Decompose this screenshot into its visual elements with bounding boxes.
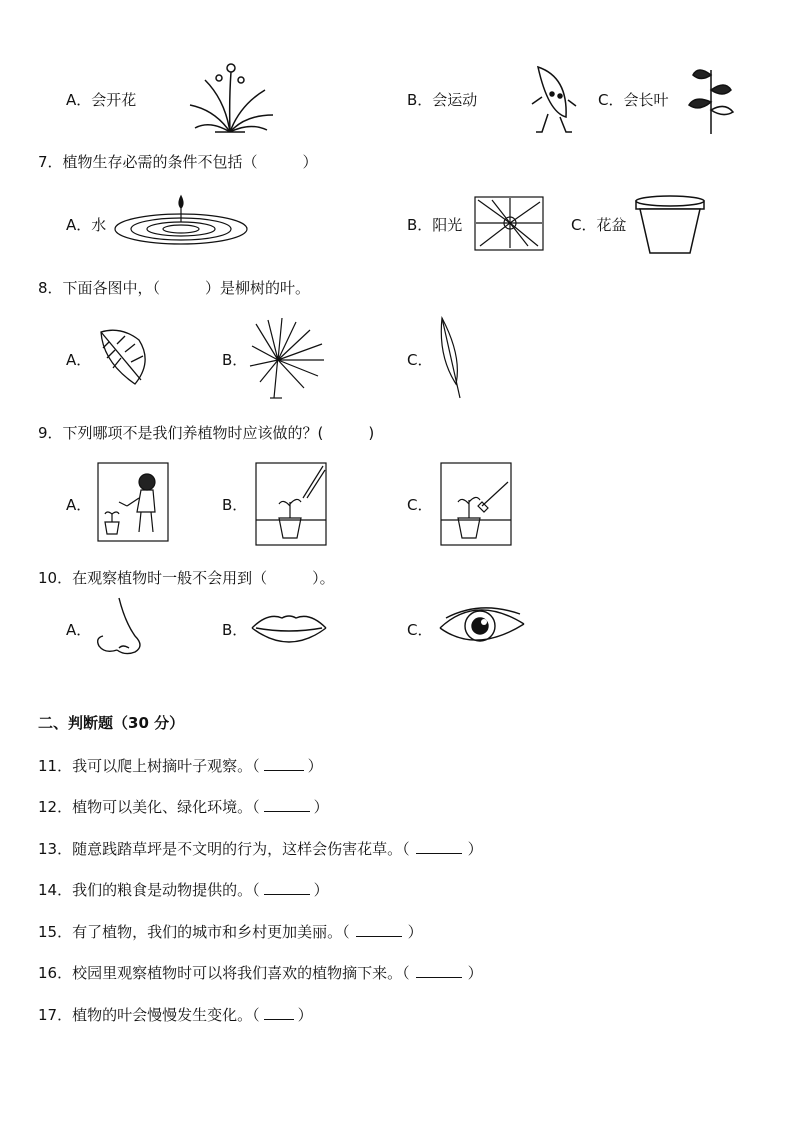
q7-option-c: C．花盆 bbox=[571, 216, 627, 234]
water-drop-ripples-picture bbox=[113, 192, 268, 247]
eye-picture bbox=[436, 598, 528, 650]
judgment-item-12: 12．植物可以美化、绿化环境。（ ） bbox=[38, 798, 329, 816]
hand-pulling-plant-picture bbox=[440, 462, 512, 546]
lips-picture bbox=[250, 606, 328, 656]
judgment-item-16: 16．校园里观察植物时可以将我们喜欢的植物摘下来。（ ） bbox=[38, 964, 483, 982]
q8-option-b: B． bbox=[222, 351, 248, 369]
q7-option-a: A．水 bbox=[66, 216, 107, 234]
answer-blank[interactable] bbox=[264, 756, 304, 771]
q6-option-c: C．会长叶 bbox=[598, 91, 669, 109]
q6-option-a: A．会开花 bbox=[66, 91, 137, 109]
walking-leaf-picture bbox=[528, 62, 578, 137]
q10-option-b: B． bbox=[222, 621, 248, 639]
q7-stem: 7．植物生存必需的条件不包括（ ） bbox=[38, 153, 318, 171]
leafy-branch-picture bbox=[683, 60, 735, 135]
answer-blank[interactable] bbox=[416, 839, 462, 854]
judgment-item-13: 13．随意践踏草坪是不文明的行为，这样会伤害花草。（ ） bbox=[38, 840, 483, 858]
answer-blank[interactable] bbox=[264, 1005, 294, 1020]
plant-in-sunlight-picture bbox=[255, 462, 327, 546]
flowering-grass-picture bbox=[185, 60, 275, 135]
answer-blank[interactable] bbox=[264, 797, 310, 812]
q9-option-c: C． bbox=[407, 496, 433, 514]
q8-stem: 8．下面各图中，（ ）是柳树的叶。 bbox=[38, 279, 311, 297]
answer-blank[interactable] bbox=[264, 880, 310, 895]
willow-leaf-picture bbox=[436, 316, 468, 400]
q8-option-a: A． bbox=[66, 351, 92, 369]
sunlight-picture bbox=[474, 196, 544, 251]
q9-option-a: A． bbox=[66, 496, 92, 514]
q7-option-b: B．阳光 bbox=[407, 216, 463, 234]
q10-option-a: A． bbox=[66, 621, 92, 639]
pine-needle-picture bbox=[248, 316, 328, 400]
judgment-item-14: 14．我们的粮食是动物提供的。（ ） bbox=[38, 881, 329, 899]
judgment-item-17: 17．植物的叶会慢慢发生变化。（ ） bbox=[38, 1006, 313, 1024]
child-watering-plant-picture bbox=[97, 462, 169, 542]
serrated-leaf-picture bbox=[95, 322, 157, 390]
answer-blank[interactable] bbox=[356, 922, 402, 937]
q8-option-c: C． bbox=[407, 351, 433, 369]
q9-stem: 9．下列哪项不是我们养植物时应该做的？( ) bbox=[38, 424, 375, 442]
judgment-item-15: 15．有了植物，我们的城市和乡村更加美丽。（ ） bbox=[38, 923, 423, 941]
answer-blank[interactable] bbox=[416, 963, 462, 978]
nose-picture bbox=[95, 596, 157, 658]
judgment-item-11: 11．我可以爬上树摘叶子观察。（ ） bbox=[38, 757, 323, 775]
q10-option-c: C． bbox=[407, 621, 433, 639]
section-heading-judgment: 二、判断题（30 分） bbox=[38, 714, 185, 732]
q10-stem: 10．在观察植物时一般不会用到（ ）。 bbox=[38, 569, 335, 587]
flowerpot-picture bbox=[634, 193, 706, 255]
q6-option-b: B．会运动 bbox=[407, 91, 478, 109]
q9-option-b: B． bbox=[222, 496, 248, 514]
